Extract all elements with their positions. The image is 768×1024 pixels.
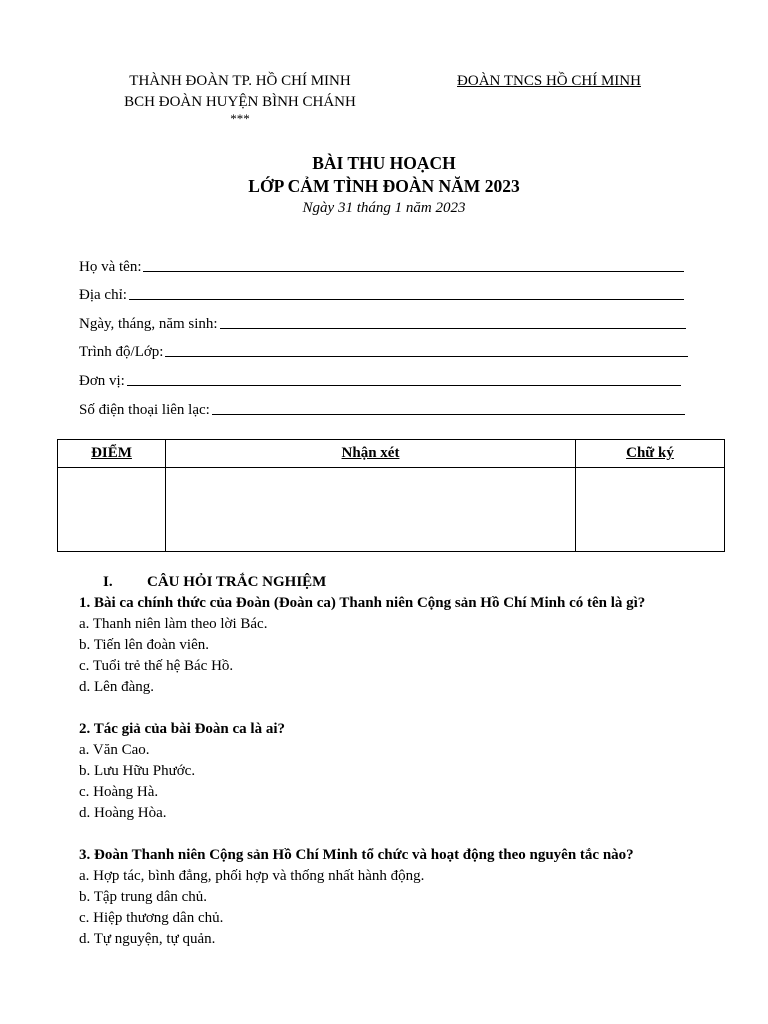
title-block (0, 152, 768, 218)
section-number: I. (103, 574, 113, 590)
fill-line[interactable] (165, 355, 688, 357)
page-date: Ngày 31 tháng 1 năm 2023 (302, 200, 466, 216)
page-subtitle: LỚP CẢM TÌNH ĐOÀN NĂM 2023 (248, 176, 520, 196)
signature-cell[interactable] (576, 468, 725, 552)
fill-line[interactable] (127, 384, 681, 386)
answer-option: a. Hợp tác, bình đẳng, phối hợp và thống nhất hành động. (79, 868, 425, 884)
score-table (57, 439, 725, 552)
answer-option: b. Tiến lên đoàn viên. (79, 637, 209, 653)
question-title: 2. Tác giả của bài Đoàn ca là ai? (79, 721, 285, 737)
info-label: Đơn vị: (79, 372, 125, 389)
answer-option: c. Hoàng Hà. (79, 784, 159, 800)
info-row-class (79, 333, 689, 362)
score-header: ĐIỂM (58, 440, 166, 468)
answer-option: b. Lưu Hữu Phước. (79, 763, 196, 779)
header-left (90, 71, 390, 125)
fill-line[interactable] (212, 413, 685, 415)
answer-option: d. Hoàng Hòa. (79, 805, 167, 821)
info-label: Địa chỉ: (79, 287, 127, 304)
answer-option: c. Hiệp thương dân chủ. (79, 910, 224, 926)
answer-option: d. Tự nguyện, tự quản. (79, 931, 216, 947)
question-1 (79, 593, 719, 698)
fill-line[interactable] (220, 327, 686, 329)
comment-header: Nhận xét (166, 440, 576, 468)
header-district-union: BCH ĐOÀN HUYỆN BÌNH CHÁNH (124, 94, 356, 110)
comment-cell[interactable] (166, 468, 576, 552)
fill-line[interactable] (129, 298, 684, 300)
table-header-row (58, 440, 725, 468)
answer-option: c. Tuổi trẻ thế hệ Bác Hồ. (79, 658, 234, 674)
page-title: BÀI THU HOẠCH (312, 153, 456, 173)
header-city-union: THÀNH ĐOÀN TP. HỒ CHÍ MINH (129, 73, 351, 89)
question-3 (79, 845, 719, 950)
answer-option: a. Văn Cao. (79, 742, 150, 758)
fill-line[interactable] (143, 270, 684, 272)
answer-option: b. Tập trung dân chủ. (79, 889, 208, 905)
questions-section (79, 572, 719, 950)
spacer (79, 698, 719, 719)
score-cell[interactable] (58, 468, 166, 552)
answer-option: d. Lên đàng. (79, 679, 154, 695)
header-stars: *** (230, 111, 250, 126)
header-right: ĐOÀN TNCS HỒ CHÍ MINH (457, 73, 641, 89)
section-heading (79, 572, 719, 593)
spacer (79, 824, 719, 845)
info-row-unit (79, 361, 689, 390)
info-form (79, 247, 689, 419)
question-title: 1. Bài ca chính thức của Đoàn (Đoàn ca) Thanh niên Cộng sản Hồ Chí Minh có tên là gì? (79, 595, 646, 611)
answer-option: a. Thanh niên làm theo lời Bác. (79, 616, 268, 632)
section-title: CÂU HỎI TRẮC NGHIỆM (147, 574, 327, 590)
info-row-phone (79, 390, 689, 419)
signature-header: Chữ ký (576, 440, 725, 468)
info-label: Số điện thoại liên lạc: (79, 401, 210, 418)
info-row-name (79, 247, 689, 276)
table-row (58, 468, 725, 552)
info-label: Họ và tên: (79, 258, 142, 275)
info-label: Ngày, tháng, năm sinh: (79, 315, 218, 332)
question-2 (79, 719, 719, 824)
question-title: 3. Đoàn Thanh niên Cộng sản Hồ Chí Minh tổ chức và hoạt động theo nguyên tắc nào? (79, 847, 634, 863)
info-row-birthdate (79, 304, 689, 333)
info-row-address (79, 276, 689, 305)
info-label: Trình độ/Lớp: (79, 344, 164, 361)
